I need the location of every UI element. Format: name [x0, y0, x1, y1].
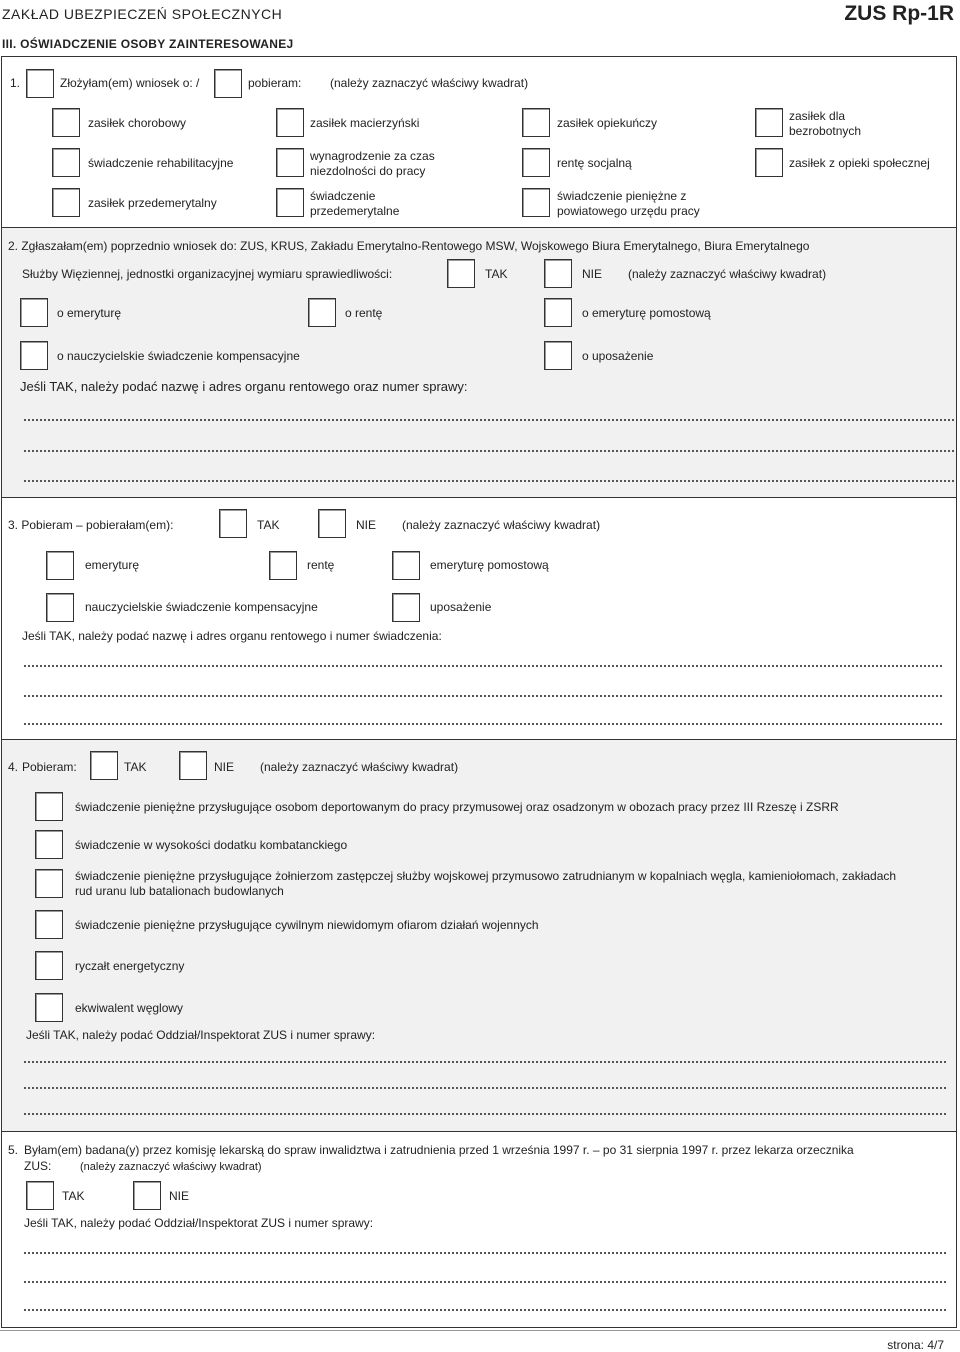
q3-option-label: emeryturę pomostową [430, 558, 549, 572]
q3-option-checkbox[interactable] [269, 551, 297, 580]
q1-option-checkbox[interactable] [52, 108, 80, 137]
q5-no-label: NIE [169, 1189, 190, 1203]
q3-fill-line[interactable] [24, 722, 942, 725]
q5-fill-line[interactable] [24, 1308, 946, 1311]
page-number: strona: 4/7 [887, 1338, 944, 1352]
q3-option-label: emeryturę [85, 558, 140, 572]
q2-option-checkbox[interactable] [20, 298, 48, 327]
q5-fill-line[interactable] [24, 1251, 946, 1254]
q5-if-yes-instruction: Jeśli TAK, należy podać Oddział/Inspektorat ZUS i numer sprawy: [24, 1216, 374, 1230]
q4-no-label: NIE [214, 760, 235, 774]
q1-receiving-checkbox[interactable] [214, 69, 242, 98]
q1-option-checkbox[interactable] [755, 108, 783, 137]
q4-option-label: świadczenie pieniężne przysługujące żołnierzom zastępczej służby wojskowej przymusowo zatrudnianym w kopalniach węgla, kamieniołomach, zakładach rud uranu lub batalionach budowlanych [75, 869, 897, 898]
institution-name: ZAKŁAD UBEZPIECZEŃ SPOŁECZNYCH [2, 6, 283, 22]
q3-yes-checkbox[interactable] [219, 509, 247, 538]
q4-number: 4. [8, 760, 19, 774]
q4-fill-line[interactable] [24, 1060, 946, 1063]
q1-option-checkbox[interactable] [276, 148, 304, 177]
q1-option-checkbox[interactable] [522, 148, 550, 177]
q3-no-checkbox[interactable] [318, 509, 346, 538]
q2-option-label: o uposażenie [582, 349, 654, 363]
q4-option-checkbox[interactable] [35, 951, 63, 980]
q2-if-yes-instruction: Jeśli TAK, należy podać nazwę i adres organu rentowego oraz numer sprawy: [20, 379, 468, 394]
q2-option-checkbox[interactable] [544, 341, 572, 370]
q1-option-label: zasiłek opiekuńczy [557, 116, 658, 130]
q4-option-checkbox[interactable] [35, 792, 63, 821]
q2-intro-continued: Służby Więziennej, jednostki organizacyjnej wymiaru sprawiedliwości: [22, 267, 393, 281]
q3-option-checkbox[interactable] [392, 551, 420, 580]
q5-text: Byłam(em) badana(y) przez komisję lekarską do spraw inwalidztwa i zatrudnienia przed 1 września 1997 r. – po 31 sierpnia 1997 r. przez lekarza orzecznika [24, 1143, 854, 1157]
q1-option-checkbox[interactable] [276, 188, 304, 217]
form-code: ZUS Rp-1R [844, 2, 954, 25]
q1-option-checkbox[interactable] [276, 108, 304, 137]
q2-no-checkbox[interactable] [544, 259, 572, 288]
q3-no-label: NIE [356, 518, 377, 532]
q4-no-checkbox[interactable] [179, 751, 207, 780]
q4-option-label: świadczenie w wysokości dodatku kombatanckiego [75, 838, 348, 852]
q3-option-checkbox[interactable] [46, 551, 74, 580]
q3-label: 3. Pobieram – pobierałam(em): [8, 518, 174, 532]
q2-option-label: o rentę [345, 306, 383, 320]
q3-yes-label: TAK [257, 518, 280, 532]
q2-fill-line[interactable] [24, 479, 954, 482]
section-title: III. OŚWIADCZENIE OSOBY ZAINTERESOWANEJ [2, 37, 294, 51]
q2-fill-line[interactable] [24, 449, 954, 452]
q1-option-label: świadczenie przedemerytalne [310, 189, 400, 218]
q4-if-yes-instruction: Jeśli TAK, należy podać Oddział/Inspektorat ZUS i numer sprawy: [26, 1028, 376, 1042]
q4-option-checkbox[interactable] [35, 993, 63, 1022]
q5-yes-label: TAK [62, 1189, 85, 1203]
q2-fill-line[interactable] [24, 418, 954, 421]
q1-option-label: rentę socjalną [557, 156, 632, 170]
q5-hint: (należy zaznaczyć właściwy kwadrat) [80, 1161, 262, 1173]
footer-divider [0, 1330, 960, 1331]
q1-option-label: świadczenie rehabilitacyjne [88, 156, 234, 170]
q2-option-label: o emeryturę pomostową [582, 306, 711, 320]
q1-option-checkbox[interactable] [52, 188, 80, 217]
q3-option-checkbox[interactable] [392, 593, 420, 622]
q5-number: 5. [8, 1143, 19, 1157]
q1-applied-checkbox[interactable] [26, 69, 54, 98]
q4-option-checkbox[interactable] [35, 869, 63, 898]
q3-if-yes-instruction: Jeśli TAK, należy podać nazwę i adres organu rentowego i numer świadczenia: [22, 629, 442, 643]
q5-fill-line[interactable] [24, 1280, 946, 1283]
q1-option-label: zasiłek z opieki społecznej [789, 156, 930, 170]
q5-no-checkbox[interactable] [133, 1181, 161, 1210]
q5-yes-checkbox[interactable] [26, 1181, 54, 1210]
q3-hint: (należy zaznaczyć właściwy kwadrat) [402, 518, 601, 532]
q1-option-label: zasiłek macierzyński [310, 116, 420, 130]
q1-label-receiving: pobieram: [248, 76, 302, 90]
q1-option-label: świadczenie pieniężne z powiatowego urzędu pracy [557, 189, 700, 218]
q1-option-checkbox[interactable] [522, 188, 550, 217]
q5-text-continued: ZUS: [24, 1159, 52, 1173]
q4-option-label: świadczenie pieniężne przysługujące cywilnym niewidomym ofiarom działań wojennych [75, 918, 539, 932]
q3-fill-line[interactable] [24, 694, 942, 697]
q4-option-label: ekwiwalent węglowy [75, 1001, 184, 1015]
q1-option-checkbox[interactable] [522, 108, 550, 137]
q4-fill-line[interactable] [24, 1086, 946, 1089]
q4-label: Pobieram: [22, 760, 77, 774]
q2-option-checkbox[interactable] [20, 341, 48, 370]
q2-yes-checkbox[interactable] [447, 259, 475, 288]
q3-option-label: uposażenie [430, 600, 492, 614]
q2-option-checkbox[interactable] [544, 298, 572, 327]
q1-option-label: zasiłek przedemerytalny [88, 196, 217, 210]
q3-option-label: nauczycielskie świadczenie kompensacyjne [85, 600, 318, 614]
q2-option-label: o emeryturę [57, 306, 122, 320]
q2-intro: 2. Zgłaszałam(em) poprzednio wniosek do: ZUS, KRUS, Zakładu Emerytalno-Rentowego MSW, Wojskowego Biura Emerytalnego, Biura Emerytalnego [8, 239, 810, 253]
q4-option-label: świadczenie pieniężne przysługujące osobom deportowanym do pracy przymusowej oraz osadzonym w obozach pracy przez III Rzeszę i ZSRR [75, 800, 839, 814]
q4-option-label: ryczałt energetyczny [75, 959, 185, 973]
q1-number: 1. [10, 76, 21, 90]
q2-no-label: NIE [582, 267, 603, 281]
q4-fill-line[interactable] [24, 1112, 946, 1115]
q1-hint: (należy zaznaczyć właściwy kwadrat) [330, 76, 529, 90]
q4-yes-checkbox[interactable] [90, 751, 118, 780]
q4-option-checkbox[interactable] [35, 910, 63, 939]
q3-option-checkbox[interactable] [46, 593, 74, 622]
question-3-panel [1, 498, 957, 740]
q2-hint: (należy zaznaczyć właściwy kwadrat) [628, 267, 827, 281]
q1-option-label: zasiłek chorobowy [88, 116, 187, 130]
q1-option-checkbox[interactable] [755, 148, 783, 177]
q1-option-checkbox[interactable] [52, 148, 80, 177]
q2-yes-label: TAK [485, 267, 508, 281]
question-4-panel [1, 740, 957, 1132]
q4-hint: (należy zaznaczyć właściwy kwadrat) [260, 760, 459, 774]
q2-option-checkbox[interactable] [308, 298, 336, 327]
q4-yes-label: TAK [124, 760, 147, 774]
q4-option-checkbox[interactable] [35, 830, 63, 859]
q1-option-label: zasiłek dla bezrobotnych [789, 109, 862, 138]
q1-option-label: wynagrodzenie za czas niezdolności do pracy [310, 149, 435, 178]
q3-fill-line[interactable] [24, 664, 942, 667]
q2-option-label: o nauczycielskie świadczenie kompensacyjne [57, 349, 300, 363]
q3-option-label: rentę [307, 558, 335, 572]
q1-label-applied: Złożyłam(em) wniosek o: / [60, 76, 200, 90]
